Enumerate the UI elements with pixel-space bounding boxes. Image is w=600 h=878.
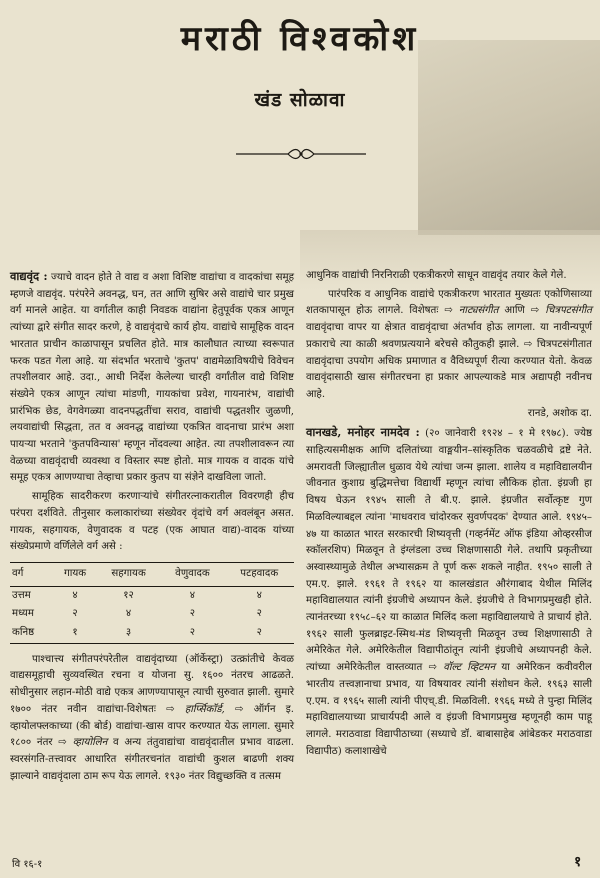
entry-text: वाद्यवृंदाचा वापर या क्षेत्रात वाद्यवृंदाचा अंतर्भाव होऊ लागला. या नावीन्यपूर्ण प्रकाराचे त्या काळी श्रवणप्रत्ययाने बरेचसे कौतुकही झाले. (306, 322, 592, 350)
table-cell: २ (72, 608, 78, 620)
table-row (10, 586, 294, 605)
cross-reference-arrow-icon: ⇨ (523, 338, 533, 350)
entry-vadyavrund-paragraph-1 (10, 268, 294, 487)
cross-reference-link[interactable]: वॉल्ट व्हिटमन (443, 662, 496, 674)
table-cell: २ (224, 624, 294, 643)
cross-reference-arrow-icon: ⇨ (428, 662, 437, 674)
right-column (306, 268, 592, 762)
table-cell: उत्तम (12, 589, 31, 601)
table-row (10, 624, 294, 643)
table-cell: ४ (189, 589, 196, 601)
entry-text: पारंपरिक व आधुनिक वाद्यांचे एकत्रीकरण भारतात मुख्यतः एकोणिसाव्या शतकापासून होऊ लागले. विशेषतः (306, 288, 592, 317)
entry-headword: वाद्यवृंद : (10, 269, 48, 283)
table-header-cell: गायक (53, 562, 96, 586)
table-cell: २ (189, 608, 196, 620)
entry-text: या अमेरिकन कवीवरील भारतीय तत्त्वज्ञानाचा प्रभाव, या विषयावर त्यांनी संशोधन केले. १९६३ साली ए.एम. व १९६५ साली त्यांनी पीएच्.डी. मिळविली. १९६६ मध्ये ते पुन्हा मिलिंद महाविद्यालयाच्या प्राचार्यपदी आले व इंग्रजी विभागप्रमुख म्हणूनही काम पाहू लागले. मराठवाडा विद्यापीठाच्या (सध्याचे डॉ. बाबासाहेब आंबेडकर मराठवाडा विद्यापीठ) कलाशाखेचे (306, 662, 592, 757)
table-cell: ४ (256, 589, 262, 601)
background-portrait-photo (418, 40, 600, 235)
cross-reference-link[interactable]: चित्रपटसंगीत (545, 305, 592, 317)
table-cell: १ (53, 624, 96, 643)
page-title: मराठी विश्वकोश (180, 19, 420, 59)
table-header-row (10, 562, 294, 586)
table-cell: ३ (97, 624, 161, 643)
cross-reference-link[interactable]: नाट्यसंगीत (458, 305, 499, 317)
table-cell: १२ (123, 589, 134, 601)
entry-wankhade-paragraph (306, 424, 592, 760)
table-cell: मध्यम (12, 608, 34, 620)
entry-text: (२० जानेवारी १९२४ – १ मे १९७८). ज्येष्ठ साहित्यसमीक्षक आणि दलितांच्या वाङ्मयीन–सांस्कृतिक चळवळीचे द्रष्टे नेते. अमरावती जिल्ह्यातील धुळाव येथे त्यांचा जन्म झाला. शालेय व महाविद्यालयीन जीवनात कुशाग्र बुद्धिमत्तेचा विद्यार्थी म्हणून त्यांचा लौकिक होता. इंग्रजी हा विषय घेऊन १९४५ साली ते बी.ए. झाले. इंग्रजीत सर्वोत्कृष्ट गुण मिळविल्याबद्दल त्यांना 'माधवराव चांदोरकर सुवर्णपदक' देण्यात आले. १९४५–४७ या काळात भारत सरकारची शिष्यवृत्ती (गव्हर्नमेंट ऑफ इंडिया ओव्हरसीज स्कॉलरशिप) मिळवून ते इंग्लंडला उच्च शिक्षणासाठी गेले. तथापि प्रकृतीच्या अस्वास्थ्यामुळे तेथील अभ्यासक्रम ते पूर्ण करू शकले नाहीत. १९५० साली ते एम.ए. झाले. १९६१ ते १९६२ या कालखंडात औरंगाबाद येथील मिलिंद महाविद्यालयात त्यांनी इंग्रजीचे अध्यापन केले. इंग्रजीचे ते विभागप्रमुखही होते. त्यानंतरच्या १९५८–६२ या काळात मिलिंद कला महाविद्यालयाचे ते प्राचार्य होते. १९६२ साली फुलब्राइट-स्मिथ-मंड शिष्यवृत्ती मिळवून उच्च शिक्षणासाठी ते अमेरिकेत गेले. अमेरिकेतील विद्यापीठांतून त्यांनी इंग्रजीचे अध्यापनही केले. त्यांच्या अमेरिकेतील वास्तव्यात (306, 428, 592, 674)
cross-reference-link[interactable]: व्हायोलिन (72, 737, 108, 749)
table-cell: २ (256, 608, 262, 620)
cross-reference-arrow-icon: ⇨ (166, 703, 175, 715)
entry-headword: वानखडे, मनोहर नामदेव : (306, 425, 420, 440)
entry-text: व अन्य तंतुवाद्यांचा वाद्यवृंदातील प्रभाव वाढला. स्वरसंगति-तत्त्वावर आधारित संगीतरचनांत वाद्यांची कुशल बाढणी शक्य झाल्याने वाद्यवृंदाला ठाम रूप येऊ लागले. १९३० नंतर विद्युच्छक्ति व तत्सम (10, 737, 294, 782)
table-header-cell: सहगायक (97, 562, 161, 586)
entry-text: चित्रपटसंगीतात वाद्यवृंदाचा उपयोग अधिक प्रमाणात व वैविध्यपूर्ण रीत्या करण्यात येतो. केवळ वाद्यवृंदासाठी खास संगीतरचना हा प्रकार आपल्याकडे मात्र अद्यापही नवीनच आहे. (306, 338, 592, 400)
table-header-cell: वेणुवादक (160, 562, 224, 586)
signature-mark: वि १६-१ (12, 859, 43, 870)
page-number: १ (574, 854, 582, 870)
entry-text: पाश्चात्त्य संगीतपरंपरेतील वाद्यवृंदाच्या (ऑर्केस्ट्रा) उत्क्रांतीचे केवळ वाद्यसमूहाची सुव्यवस्थित रचना व योजना सु. १६०० नंतरच आढळते. सोधीनुसार लहान-मोठी वाद्ये एकत्र आणण्यापासून त्याची सुरुवात झाली. सुमारे १७०० नंतर नवीन वाद्यांचा-विशेषतः (10, 653, 294, 715)
author-signature: रानडे, अशोक दा. (527, 407, 592, 419)
table-cell: ४ (72, 589, 78, 601)
entry-vadyavrund-paragraph-3 (10, 652, 294, 786)
table-header-cell: पटहवादक (224, 562, 294, 586)
table-row (10, 605, 294, 624)
cross-reference-arrow-icon: ⇨ (58, 737, 67, 749)
table-cell: ४ (125, 608, 132, 620)
entry-vadyavrund-continuation-1: आधुनिक वाद्यांची निरनिराळी एकत्रीकरणे साधून वाद्यवृंद तयार केले गेले. (306, 270, 567, 281)
entry-vadyavrund-continuation-2 (306, 287, 592, 404)
volume-subtitle: खंड सोळावा (254, 89, 346, 111)
table-header-cell: वर्ग (10, 562, 53, 586)
table-cell: कनिष्ठ (10, 624, 53, 643)
entry-text: आणि (504, 305, 525, 317)
ornament-divider-icon (236, 148, 366, 160)
entry-vadyavrund-paragraph-2: सामूहिक सादरीकरण करणाऱ्यांचे संगीतरत्नाकरातील विवरणही हीच परंपरा दर्शविते. तीनुसार कलाकारांच्या संख्येवर वृंदांचे वर्ग अवलंबून असत. गायक, सहगायक, वेणुवादक व पटह (एक आघात वाद्य)-वादक यांच्या संख्येप्रमाणे वर्णिलेले वर्ग असे : (10, 491, 294, 553)
cross-reference-arrow-icon: ⇨ (530, 305, 540, 317)
left-column (10, 268, 294, 787)
cross-reference-arrow-icon: ⇨ (235, 703, 244, 715)
entry-text: ज्याचे वादन होते ते वाद्य व अशा विशिष्ट वाद्यांचा व वादकांचा समूह म्हणजे वाद्यवृंद. परंपरेने अवनद्ध, घन, तत आणि सुषिर असे वाद्यांचे चार प्रमुख वर्ग मानले आहेत. या वर्गातील काही निवडक वाद्यांना हेतुपूर्वक एकत्र आणून त्यांच्या द्वारे संगीत सादर करणे, हे वाद्यवृंदाचे कार्य होय. वाद्यांचे सामूहिक वादन भारतात प्राचीन काळापासून प्रचलित होते. मात्र कालौघात त्याच्या स्वरूपात फरक पडत गेला आहे. या संदर्भात भरताचे 'कुतप' वाद्यमेळाविषयीचे विवेचन तपशीलवार आहे. उदा., आधी निर्देश केलेल्या चारही वर्गांतील वाद्ये विशिष्ट संख्येने एकत्र आणून त्यांचा मांडणी, गायकांचा प्रवेश, गायनारंभ, वाद्यांची प्रारंभिक छेड, वेगवेगळ्या वादनपद्धतींचा सराव, वाद्यांची पद्धतशीर जुळणी, लयवाद्यांची सिद्धता, तत व अवनद्ध वाद्यांच्या एकत्रित वादनाचा प्रारंभ अशा पायऱ्या भरताने 'कुतपविन्यास' म्हणून नोंदवल्या आहेत. त्या तपशीलावरून त्या वेळच्या वाद्यवृंदाची व्यवस्था व विस्तार स्पष्ट होतो. मात्र गायक व वादक यांचे समूह एकत्र आणण्याचा तेव्हाचा प्रकार कुतप या संज्ञेने दाखविला जातो. (10, 272, 294, 484)
table-cell: २ (160, 624, 224, 643)
ensemble-class-table (10, 562, 294, 644)
entry-text: ऑर्गन इ. व्हायोलफ्लकाच्या (की बोर्ड) वाद्यांचा-खास वापर करण्यात येऊ लागला. सुमारे १८०० नंतर (10, 703, 294, 749)
cross-reference-link[interactable]: हार्प्सिकॉर्ड, (184, 703, 225, 715)
cross-reference-arrow-icon: ⇨ (444, 305, 453, 317)
